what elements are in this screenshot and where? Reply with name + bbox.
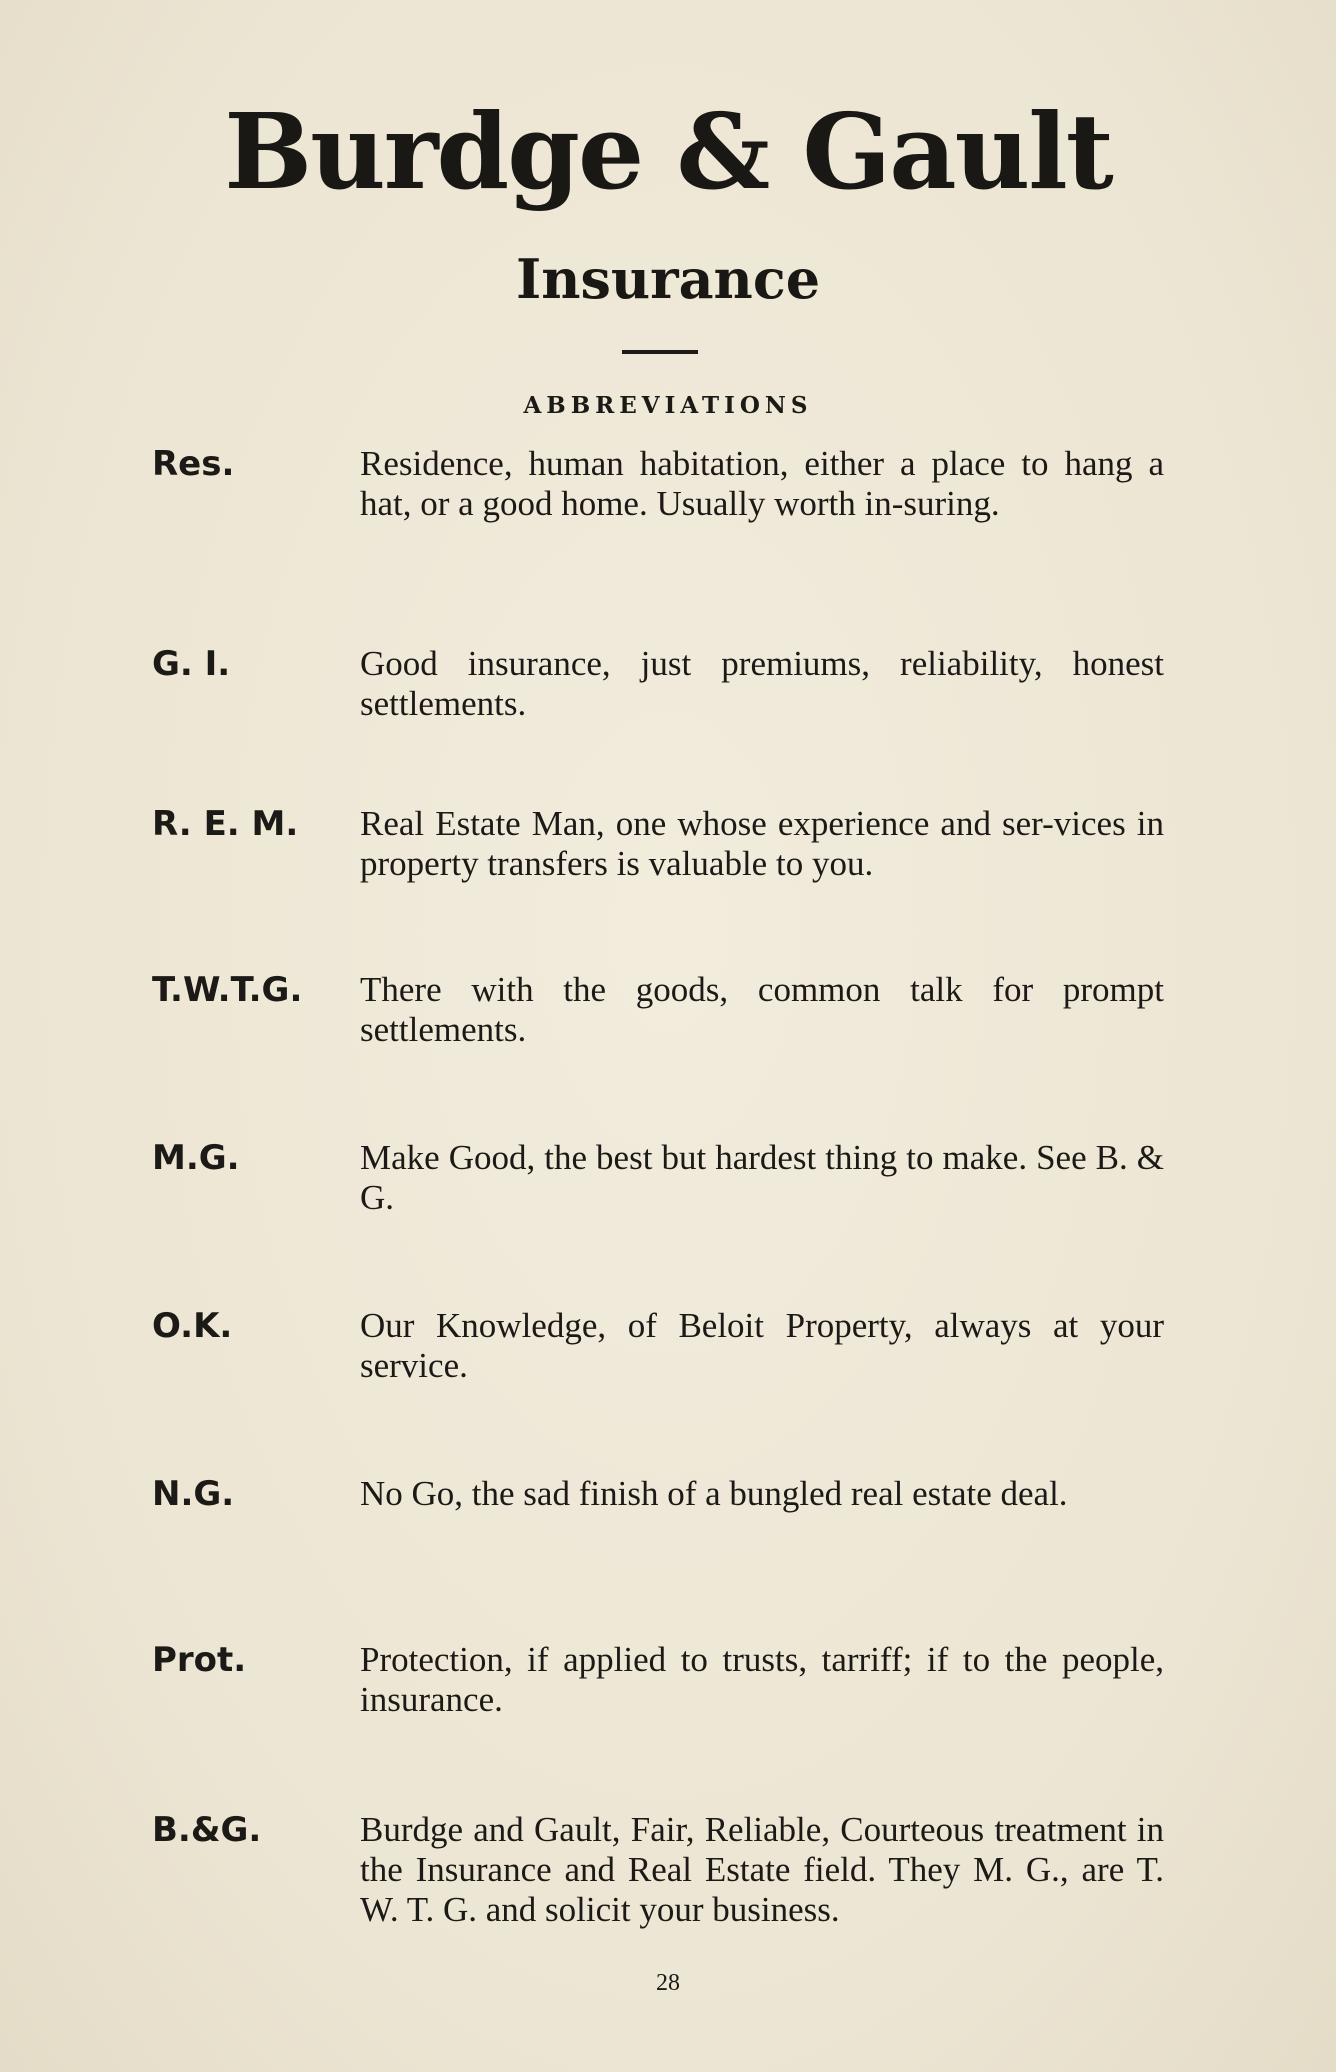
abbreviation-term: G. I. [152, 644, 231, 684]
abbreviation-definition: There with the goods, common talk for prompt settlements. [360, 970, 1164, 1049]
abbreviation-definition: Good insurance, just premiums, reliability, honest settlements. [360, 644, 1164, 723]
abbreviation-definition: Residence, human habitation, either a place to hang a hat, or a good home. Usually worth in-suring. [360, 444, 1164, 523]
abbreviation-definition: Real Estate Man, one whose experience and ser-vices in property transfers is valuable to you. [360, 804, 1164, 883]
abbreviation-definition: Burdge and Gault, Fair, Reliable, Courteous treatment in the Insurance and Real Estate field. They M. G., are T. W. T. G. and solicit your business. [360, 1810, 1164, 1929]
abbreviation-definition: Our Knowledge, of Beloit Property, always at your service. [360, 1306, 1164, 1385]
abbreviation-term: Res. [152, 444, 235, 484]
abbreviation-term: N.G. [152, 1474, 235, 1514]
abbreviation-definition: Protection, if applied to trusts, tarriff; if to the people, insurance. [360, 1640, 1164, 1719]
page-title: Burdge & Gault [224, 90, 1112, 213]
abbreviation-term: T.W.T.G. [152, 970, 303, 1010]
abbreviation-term: B.&G. [152, 1810, 262, 1850]
page-number: 28 [656, 1970, 680, 1996]
abbreviation-definition: Make Good, the best but hardest thing to make. See B. & G. [360, 1138, 1164, 1217]
abbreviation-term: Prot. [152, 1640, 247, 1680]
title-divider [622, 350, 698, 354]
section-heading: ABBREVIATIONS [523, 392, 813, 419]
page-subtitle: Insurance [515, 247, 821, 311]
abbreviation-definition: No Go, the sad finish of a bungled real estate deal. [360, 1474, 1068, 1513]
abbreviation-term: O.K. [152, 1306, 233, 1346]
abbreviation-term: R. E. M. [152, 804, 299, 844]
abbreviation-term: M.G. [152, 1138, 240, 1178]
